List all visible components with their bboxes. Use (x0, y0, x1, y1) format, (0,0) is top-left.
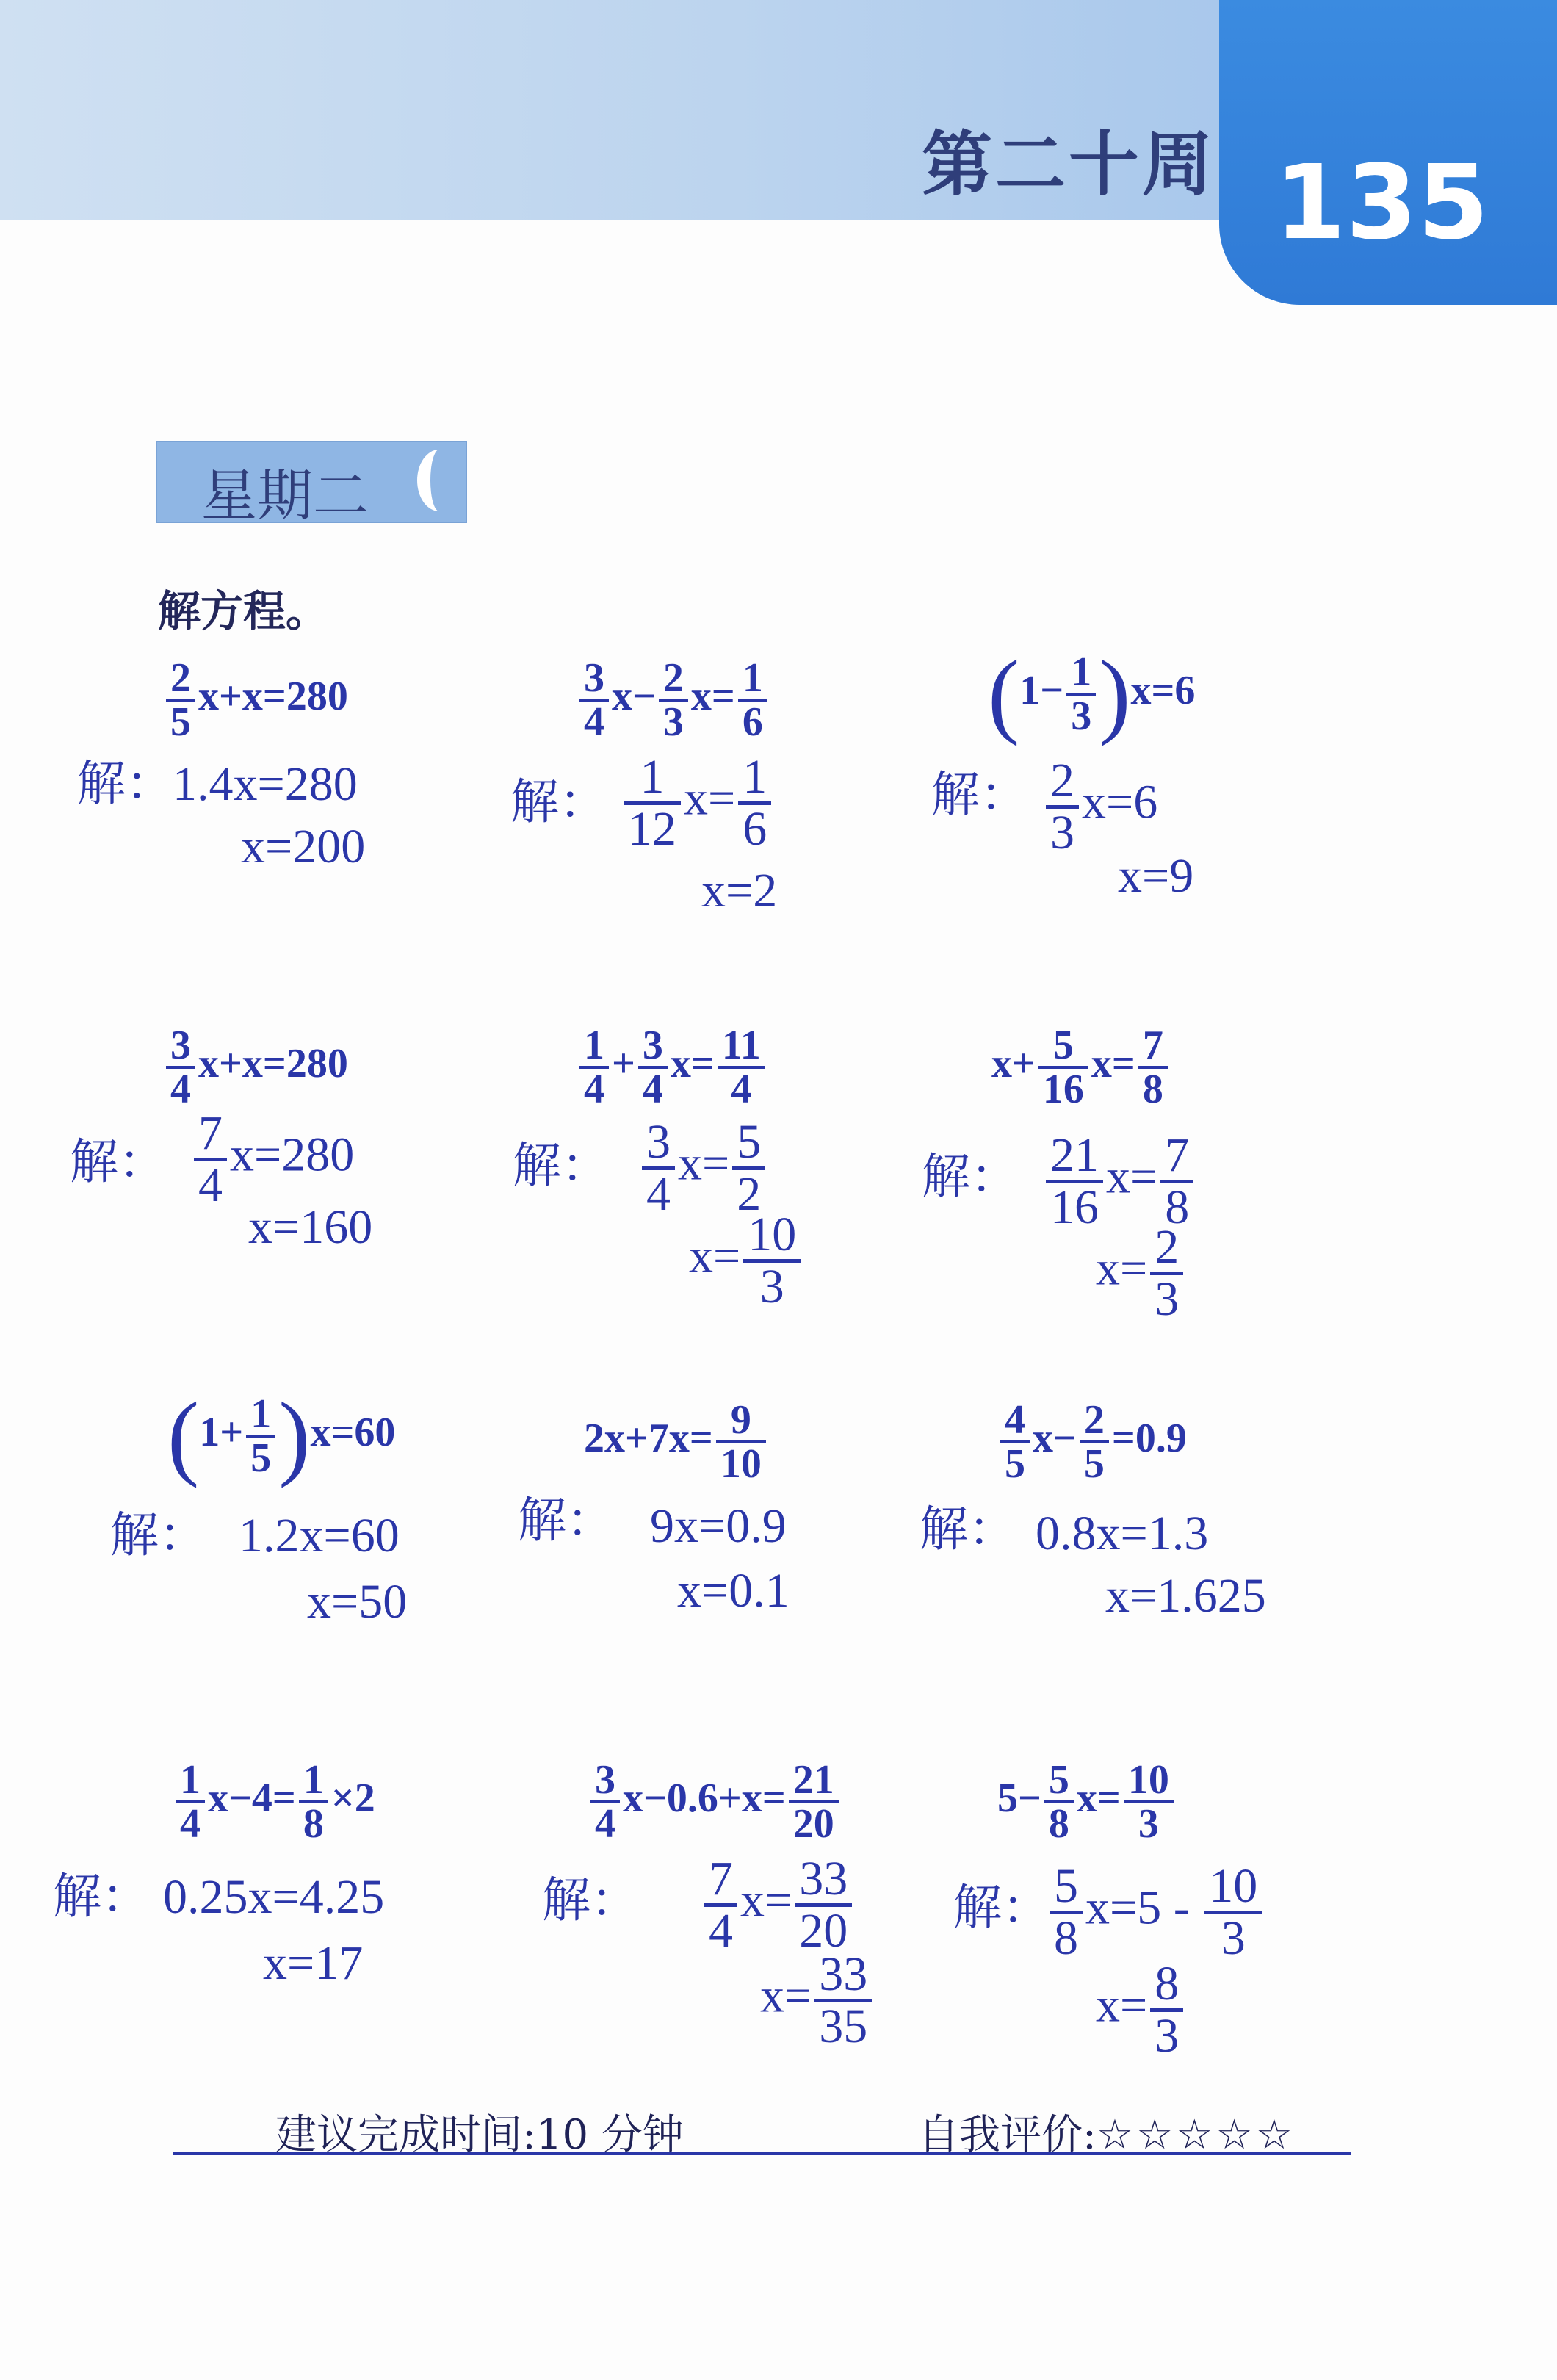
crescent-moon-icon (417, 450, 461, 511)
problem-7-step-2: x=50 (307, 1575, 408, 1629)
rating-stars-icon: ☆☆☆☆☆ (1096, 2111, 1296, 2159)
problem-4-equation: $\frac{3}{4}$ x+x=280 (163, 1025, 348, 1110)
problem-9-equation: $\frac{4}{5}$ x− $\frac{2}{5}$ =0.9 (997, 1399, 1187, 1485)
problem-2-step-1: $\frac{1}{12}$ x= $\frac{1}{6}$ (621, 753, 774, 854)
problem-1-equation: $\frac{2}{5}$ x+x=280 (163, 657, 348, 743)
problem-9-solve-label: 解： (920, 1503, 1016, 1557)
problem-4-step-1: $\frac{7}{4}$ x=280 (191, 1109, 354, 1210)
problem-7-solve-label: 解： (110, 1509, 207, 1562)
problem-12-solve-label: 解： (953, 1881, 1050, 1935)
problem-9-step-1: 0.8x=1.3 (1036, 1507, 1209, 1560)
problem-10-step-2: x=17 (263, 1936, 364, 1990)
problem-10-step-1: 0.25x=4.25 (163, 1870, 385, 1924)
week-title: 第二十周 (922, 123, 1215, 206)
problem-7-equation: (1+ $\frac{1}{5}$ )x=60 (167, 1383, 396, 1489)
problem-6-step-1: $\frac{21}{16}$ x= $\frac{7}{8}$ (1043, 1131, 1196, 1232)
problem-9-step-2: x=1.625 (1105, 1569, 1266, 1623)
page-number: 135 (1274, 143, 1489, 263)
problem-6-equation: x+ $\frac{5}{16}$ x= $\frac{7}{8}$ (991, 1025, 1171, 1110)
problem-5-step-1: $\frac{3}{4}$ x= $\frac{5}{2}$ (639, 1118, 768, 1219)
problem-11-solve-label: 解： (542, 1874, 639, 1928)
problem-2-equation: $\frac{3}{4}$ x− $\frac{2}{3}$ x= $\frac{1}{6}$ (577, 657, 770, 743)
problem-1-solve-label: 解： (77, 757, 174, 811)
day-label: 星期二 (201, 463, 369, 528)
problem-1-step-1: 1.4x=280 (173, 757, 358, 811)
problem-8-step-2: x=0.1 (677, 1564, 790, 1618)
problem-12-equation: 5− $\frac{5}{8}$ x= $\frac{10}{3}$ (997, 1759, 1177, 1844)
problem-6-step-2: x= $\frac{2}{3}$ (1096, 1223, 1186, 1324)
problem-11-step-2: x= $\frac{33}{35}$ (760, 1950, 875, 2051)
problem-8-step-1: 9x=0.9 (650, 1499, 787, 1553)
problem-8-equation: 2x+7x= $\frac{9}{10}$ (584, 1399, 769, 1485)
problem-5-step-2: x= $\frac{10}{3}$ (689, 1211, 803, 1311)
problem-4-solve-label: 解： (70, 1136, 167, 1189)
problem-12-step-2: x= $\frac{8}{3}$ (1096, 1960, 1186, 2060)
problem-5-equation: $\frac{1}{4}$ + $\frac{3}{4}$ x= $\frac{11}{4}$ (577, 1025, 768, 1110)
problem-2-step-2: x=2 (701, 864, 778, 917)
problem-10-equation: $\frac{1}{4}$ x−4= $\frac{1}{8}$ ×2 (173, 1759, 375, 1844)
problem-12-step-1: $\frac{5}{8}$ x=5 - $\frac{10}{3}$ (1047, 1862, 1265, 1963)
instruction-title: 解方程。 (158, 586, 329, 636)
problem-8-solve-label: 解： (518, 1494, 615, 1548)
footer-rule (173, 2152, 1351, 2155)
problem-3-solve-label: 解： (931, 768, 1028, 822)
problem-6-solve-label: 解： (922, 1150, 1019, 1204)
problem-7-step-1: 1.2x=60 (239, 1509, 400, 1562)
problem-3-equation: (1− $\frac{1}{3}$ )x=6 (988, 641, 1196, 747)
problem-11-equation: $\frac{3}{4}$ x−0.6+x= $\frac{21}{20}$ (588, 1759, 842, 1844)
self-evaluation-label: 自我评价: (918, 2111, 1097, 2159)
problem-4-step-2: x=160 (248, 1200, 373, 1254)
suggested-time: 建议完成时间:10 分钟 (275, 2111, 684, 2159)
problem-3-step-2: x=9 (1118, 849, 1194, 903)
problem-5-solve-label: 解： (513, 1139, 610, 1193)
problem-10-solve-label: 解： (53, 1870, 150, 1924)
problem-1-step-2: x=200 (241, 820, 366, 873)
problem-11-step-1: $\frac{7}{4}$ x= $\frac{33}{20}$ (701, 1855, 855, 1955)
problem-2-solve-label: 解： (510, 776, 607, 829)
problem-3-step-1: $\frac{2}{3}$ x=6 (1043, 757, 1157, 857)
